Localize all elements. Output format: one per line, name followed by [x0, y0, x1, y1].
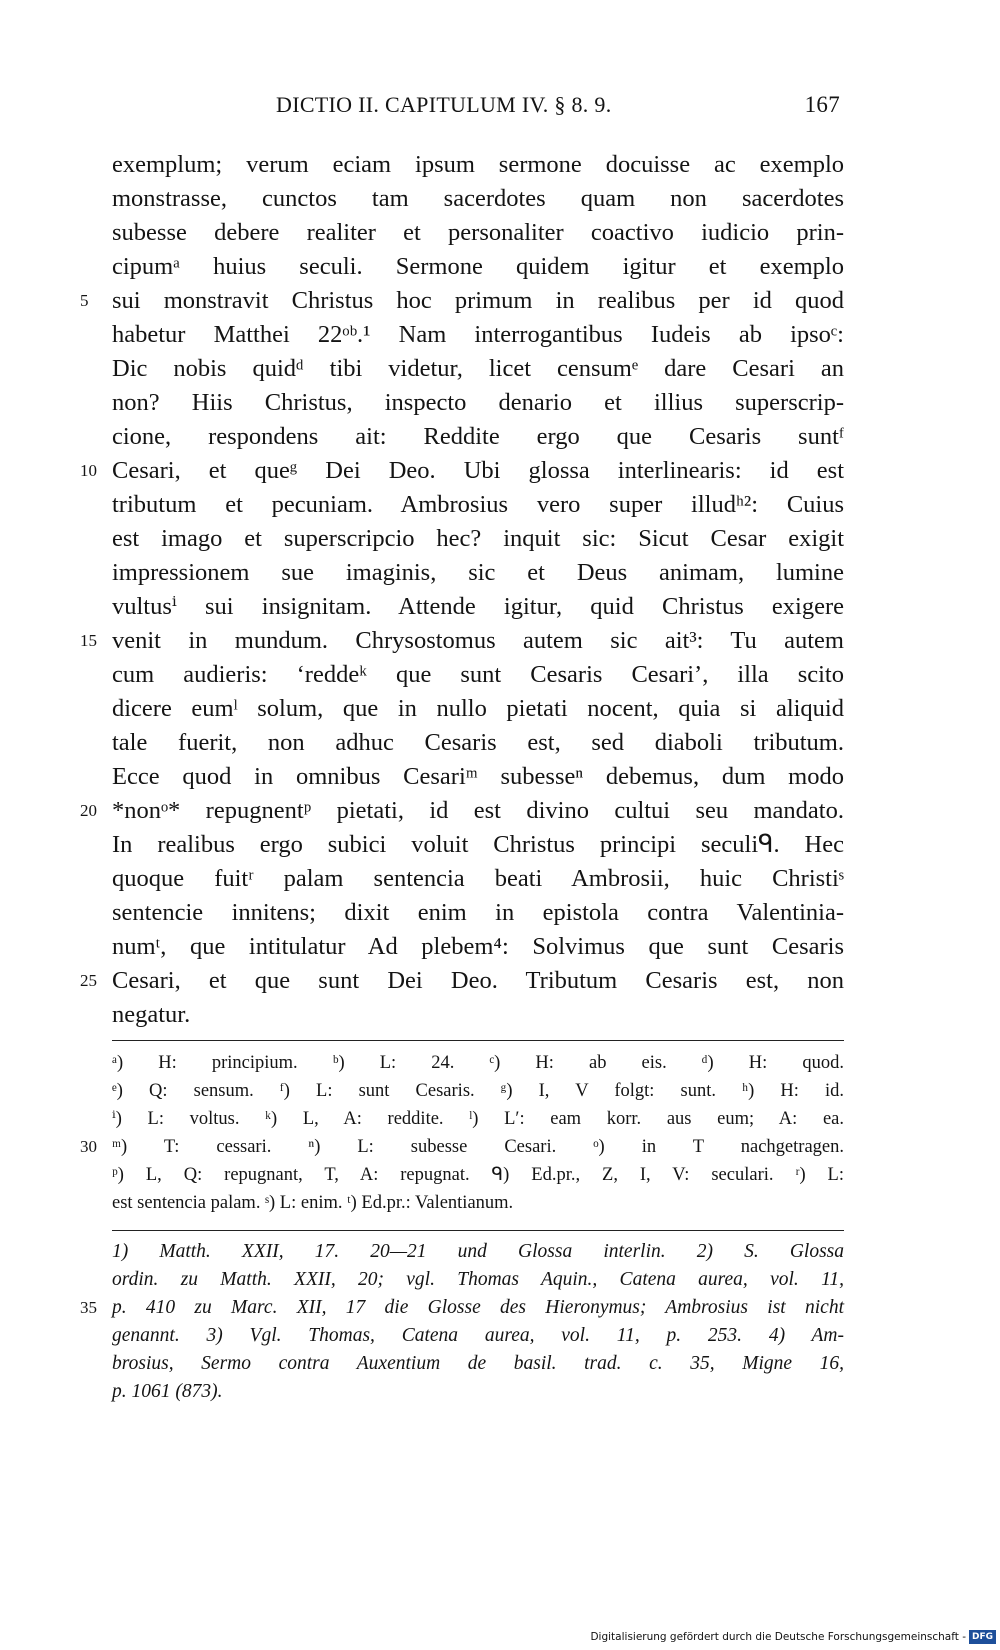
- body-text-line-text: negatur.: [112, 1001, 191, 1028]
- running-head: [270, 92, 840, 122]
- apparatus-line-text: ᵃ) H: principium. ᵇ) L: 24. ᶜ) H: ab eis. ᵈ) H: quod.: [112, 1053, 844, 1073]
- body-text-line-text: In realibus ergo subici voluit Christus principi seculiᑫ. Hec: [112, 831, 844, 858]
- body-text-line: [112, 420, 844, 454]
- body-text-line-text: exemplum; verum eciam ipsum sermone docuisse ac exemplo: [112, 151, 844, 178]
- body-text-line-text: impressionem sue imaginis, sic et Deus animam, lumine: [112, 559, 844, 586]
- body-text-line-text: *nonᵒ* repugnentᵖ pietati, id est divino cultui seu mandato.: [112, 797, 844, 824]
- source-references: [80, 1238, 844, 1406]
- line-number: 25: [80, 971, 97, 990]
- apparatus-line-text: ᵖ) L, Q: repugnant, T, A: repugnat. ᑫ) Ed.pr., Z, I, V: seculari. ʳ) L:: [112, 1165, 844, 1185]
- body-text-line-text: sui monstravit Christus hoc primum in realibus per id quod: [112, 287, 844, 314]
- body-text-line: [112, 216, 844, 250]
- body-text-line: [112, 828, 844, 862]
- dfg-logo: DFG: [969, 1630, 996, 1644]
- apparatus-line-text: ⁱ) L: voltus. ᵏ) L, A: reddite. ˡ) L′: eam korr. aus eum; A: ea.: [112, 1109, 844, 1129]
- body-text-line: [80, 624, 844, 658]
- running-head-title: DICTIO II. CAPITULUM IV. § 8. 9.: [276, 92, 612, 117]
- line-number: 10: [80, 461, 97, 480]
- apparatus-line-text: ᵉ) Q: sensum. ᶠ) L: sunt Cesaris. ᵍ) I, V folgt: sunt. ʰ) H: id.: [112, 1081, 844, 1101]
- apparatus-line: [112, 1189, 844, 1217]
- line-number: 15: [80, 631, 97, 650]
- reference-line: [112, 1266, 844, 1294]
- body-text-line: [112, 522, 844, 556]
- body-text-line: [112, 488, 844, 522]
- body-text-line-text: cipumᵃ huius seculi. Sermone quidem igitur et exemplo: [112, 253, 844, 280]
- body-text-line-text: monstrasse, cunctos tam sacerdotes quam non sacerdotes: [112, 185, 844, 212]
- body-text-line: [80, 794, 844, 828]
- critical-apparatus: [80, 1049, 844, 1217]
- body-text-line-text: Cesari, et que sunt Dei Deo. Tributum Cesaris est, non: [112, 967, 844, 994]
- apparatus-line-text: est sentencia palam. ˢ) L: enim. ᵗ) Ed.pr.: Valentianum.: [112, 1193, 514, 1213]
- apparatus-line: [112, 1161, 844, 1189]
- line-number: 20: [80, 801, 97, 820]
- page-number: 167: [804, 92, 840, 117]
- body-text-line: [112, 692, 844, 726]
- body-text-line: [112, 998, 844, 1032]
- body-text-line-text: numᵗ, que intitulatur Ad plebem⁴: Solvimus que sunt Cesaris: [112, 933, 844, 960]
- body-text-line: [80, 454, 844, 488]
- body-text-line-text: venit in mundum. Chrysostomus autem sic ait³: Tu autem: [112, 627, 844, 654]
- body-text-line-text: Cesari, et queᵍ Dei Deo. Ubi glossa interlinearis: id est: [112, 457, 844, 484]
- reference-line-text: p. 1061 (873).: [112, 1381, 223, 1402]
- body-text-line: [80, 284, 844, 318]
- body-text-line-text: cum audieris: ‘reddeᵏ que sunt Cesaris Cesari’, illa scito: [112, 661, 844, 688]
- body-text-line-text: non? Hiis Christus, inspecto denario et illius superscrip-: [112, 389, 844, 416]
- reference-line: [112, 1378, 844, 1406]
- reference-line-text: 1) Matth. XXII, 17. 20—21 und Glossa interlin. 2) S. Glossa: [112, 1241, 844, 1262]
- reference-line-text: brosius, Sermo contra Auxentium de basil. trad. c. 35, Migne 16,: [112, 1353, 844, 1374]
- apparatus-line: [80, 1133, 844, 1161]
- body-text-line: [112, 590, 844, 624]
- reference-line: [112, 1322, 844, 1350]
- reference-line: [112, 1350, 844, 1378]
- body-text-line-text: habetur Matthei 22ᵒᵇ.¹ Nam interrogantibus Iudeis ab ipsoᶜ:: [112, 321, 844, 348]
- body-text-line-text: tributum et pecuniam. Ambrosius vero super illudʰ²: Cuius: [112, 491, 844, 518]
- body-text-line: [112, 182, 844, 216]
- body-text-line: [112, 148, 844, 182]
- body-text-line: [112, 250, 844, 284]
- main-text: [80, 148, 844, 1032]
- body-text-line: [112, 896, 844, 930]
- body-text-line-text: Ecce quod in omnibus Cesariᵐ subesseⁿ debemus, dum modo: [112, 763, 844, 790]
- body-text-line-text: subesse debere realiter et personaliter coactivo iudicio prin-: [112, 219, 844, 246]
- credit-text: Digitalisierung gefördert durch die Deutsche Forschungsgemeinschaft -: [590, 1631, 966, 1643]
- body-text-line-text: cione, respondens ait: Reddite ergo que Cesaris suntᶠ: [112, 423, 844, 450]
- digitization-credit: [590, 1628, 996, 1646]
- apparatus-line: [112, 1105, 844, 1133]
- reference-line-text: p. 410 zu Marc. XII, 17 die Glosse des Hieronymus; Ambrosius ist nicht: [112, 1297, 844, 1318]
- apparatus-rule: [112, 1040, 844, 1041]
- apparatus-line-text: ᵐ) T: cessari. ⁿ) L: subesse Cesari. ᵒ) in T nachgetragen.: [112, 1137, 844, 1157]
- apparatus-line: [112, 1077, 844, 1105]
- line-number: 30: [80, 1137, 97, 1156]
- body-text-line-text: est imago et superscripcio hec? inquit sic: Sicut Cesar exigit: [112, 525, 844, 552]
- body-text-line: [112, 318, 844, 352]
- body-text-line-text: tale fuerit, non adhuc Cesaris est, sed diaboli tributum.: [112, 729, 844, 756]
- body-text-line: [80, 964, 844, 998]
- line-number: 5: [80, 291, 89, 310]
- apparatus-line: [112, 1049, 844, 1077]
- body-text-line: [112, 352, 844, 386]
- reference-line: [80, 1294, 844, 1322]
- body-text-line-text: quoque fuitʳ palam sentencia beati Ambrosii, huic Christiˢ: [112, 865, 844, 892]
- body-text-line: [112, 386, 844, 420]
- line-number: 35: [80, 1298, 97, 1317]
- body-text-line: [112, 658, 844, 692]
- body-text-line-text: sentencie innitens; dixit enim in epistola contra Valentinia-: [112, 899, 844, 926]
- reference-line: [112, 1238, 844, 1266]
- body-text-line: [112, 862, 844, 896]
- references-rule: [112, 1230, 844, 1231]
- body-text-line-text: Dic nobis quidᵈ tibi videtur, licet censumᵉ dare Cesari an: [112, 355, 844, 382]
- reference-line-text: genannt. 3) Vgl. Thomas, Catena aurea, vol. 11, p. 253. 4) Am-: [112, 1325, 844, 1346]
- reference-line-text: ordin. zu Matth. XXII, 20; vgl. Thomas Aquin., Catena aurea, vol. 11,: [112, 1269, 844, 1290]
- body-text-line: [112, 726, 844, 760]
- body-text-line: [112, 760, 844, 794]
- body-text-line: [112, 930, 844, 964]
- body-text-line: [112, 556, 844, 590]
- body-text-line-text: dicere eumˡ solum, que in nullo pietati nocent, quia si aliquid: [112, 695, 844, 722]
- body-text-line-text: vultusⁱ sui insignitam. Attende igitur, quid Christus exigere: [112, 593, 844, 620]
